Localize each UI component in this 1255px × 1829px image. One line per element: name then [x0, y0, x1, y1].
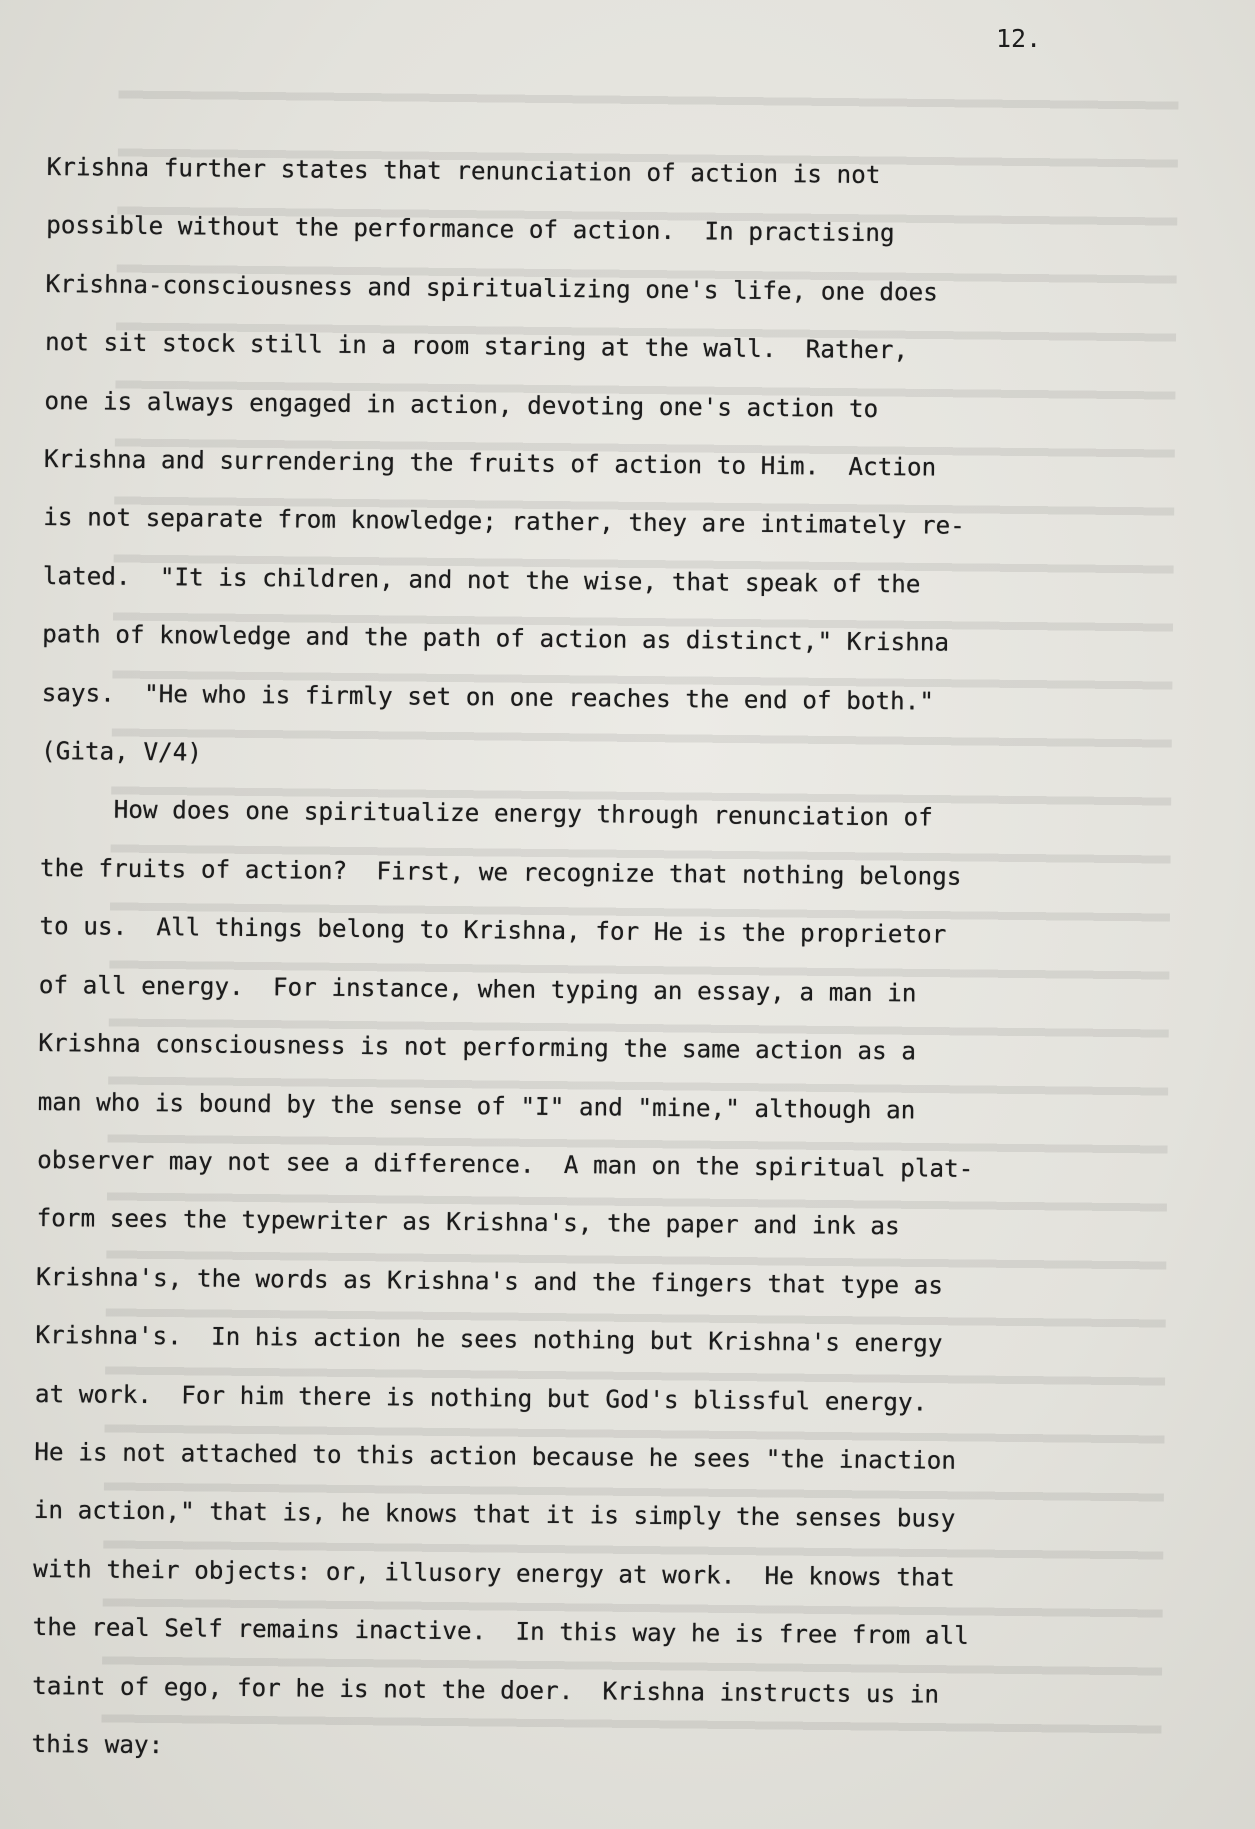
text-line: in action," that is, he knows that it is simply the senses busy [33, 1495, 956, 1534]
text-line: Krishna further states that renunciation of action is not [46, 151, 881, 190]
text-line: Krishna consciousness is not performing the same action as a [38, 1028, 917, 1066]
text-line: this way: [31, 1728, 164, 1760]
text-line: Krishna-consciousness and spiritualizing one's life, one does [45, 268, 939, 307]
text-line: one is always engaged in action, devoting one's action to [44, 385, 879, 423]
text-line: of all energy. For instance, when typing an essay, a man in [38, 969, 917, 1008]
text-line: is not separate from knowledge; rather, they are intimately re- [43, 502, 966, 541]
text-line: path of knowledge and the path of action as distinct," Krishna [42, 619, 950, 657]
body-text [31, 138, 1222, 1785]
text-line: says. "He who is firmly set on one reaches the end of both." [41, 677, 935, 716]
text-line: form sees the typewriter as Krishna's, the paper and ink as [36, 1203, 900, 1241]
text-line: He is not attached to this action because he sees "the inaction [34, 1436, 957, 1475]
text-line: taint of ego, for he is not the doer. Krishna instructs us in [32, 1670, 940, 1709]
text-line: man who is bound by the sense of "I" and "mine," although an [37, 1086, 916, 1124]
citation-line: (Gita, V/4) [40, 736, 203, 767]
text-line: lated. "It is children, and not the wise, that speak of the [42, 560, 921, 599]
text-line: possible without the performance of action. In practising [46, 210, 895, 248]
text-line: with their objects: or, illusory energy at work. He knows that [33, 1553, 955, 1592]
text-line: the fruits of action? First, we recognize that nothing belongs [39, 852, 962, 891]
text-line: Krishna and surrendering the fruits of action to Him. Action [43, 444, 937, 482]
text-line: at work. For him there is nothing but God's blissful energy. [34, 1378, 928, 1417]
text-line: observer may not see a difference. A man on the spiritual plat- [37, 1144, 974, 1183]
page-number: 12. [996, 24, 1042, 53]
text-line: to us. All things belong to Krishna, for He is the proprietor [39, 911, 947, 949]
text-line: Krishna's, the words as Krishna's and the fingers that type as [35, 1261, 944, 1300]
text-line: Krishna's. In his action he sees nothing but Krishna's energy [35, 1320, 943, 1358]
text-line: not sit stock still in a room staring at the wall. Rather, [44, 327, 909, 365]
text-line: the real Self remains inactive. In this way he is free from all [32, 1612, 970, 1651]
paragraph-start-line: How does one spiritualize energy through renunciation of [40, 794, 933, 833]
